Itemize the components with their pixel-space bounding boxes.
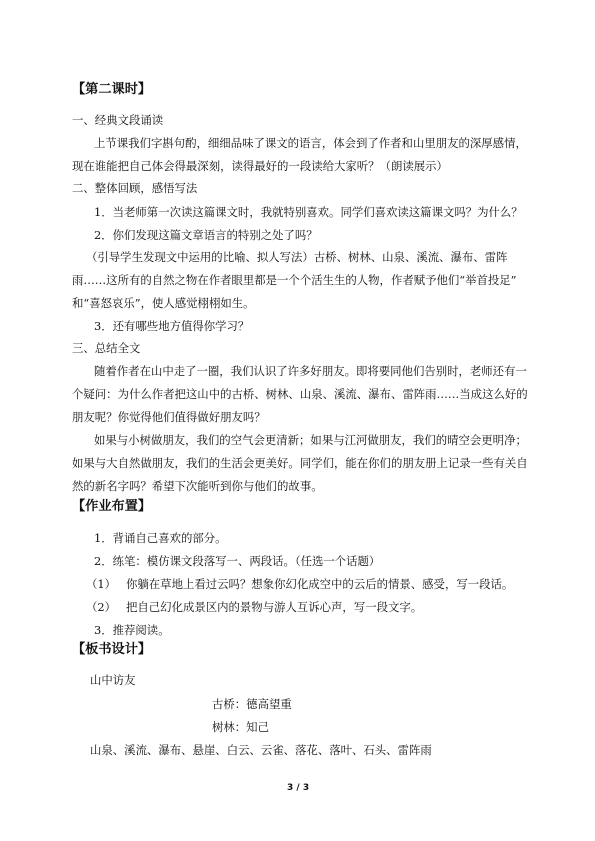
part3-paragraph-line: 朋友呢？你觉得他们值得做好朋友吗？	[72, 410, 266, 424]
part3-paragraph-line: 如果与大自然做朋友，我们的生活会更美好。同学们，能在你们的朋友册上记录一些有关自	[72, 456, 528, 470]
part2-question-1: 1．当老师第一次读这篇课文时，我就特别喜欢。同学们喜欢读这篇课文吗？为什么？	[94, 205, 523, 219]
part1-title: 一、经典文段诵读	[72, 113, 164, 127]
homework-option-1-text: 你躺在草地上看过云吗？想象你幻化成空中的云后的情景、感受，写一段话。	[126, 577, 514, 591]
board-line: 树林：知己	[212, 720, 269, 734]
lesson2-heading: 【第二课时】	[72, 82, 152, 97]
part1-paragraph-line: 上节课我们字斟句酌，细细品味了课文的语言，体会到了作者和山里朋友的深厚感情，	[94, 136, 527, 150]
homework-item-1: 1．背诵自己喜欢的部分。	[94, 531, 227, 545]
part2-question-3: 3．还有哪些地方值得你学习？	[94, 319, 250, 333]
part2-title: 二、整体回顾，感悟写法	[72, 181, 198, 195]
board-line: 古桥：德高望重	[212, 697, 292, 711]
part3-title: 三、总结全文	[72, 341, 141, 355]
part3-paragraph-line: 如果与小树做朋友，我们的空气会更清新；如果与江河做朋友，我们的晴空会更明净；	[94, 433, 527, 447]
part3-paragraph-line: 随着作者在山中走了一圈，我们认识了许多好朋友。即将要同他们告别时，老师还有一	[94, 364, 527, 378]
board-line: 山泉、溪流、瀑布、悬崖、白云、云雀、落花、落叶、石头、雷阵雨	[90, 743, 432, 757]
part3-paragraph-line: 然的新名字吗？希望下次能听到你与他们的故事。	[72, 479, 323, 493]
homework-option-2-number: （2）	[86, 600, 117, 614]
part2-answer-line: （引导学生发现文中运用的比喻、拟人写法）古桥、树林、山泉、溪流、瀑布、雷阵	[86, 250, 508, 264]
homework-item-3: 3．推荐阅读。	[94, 623, 170, 637]
homework-item-2: 2．练笔：模仿课文段落写一、两段话。（任选一个话题）	[94, 554, 381, 568]
board-heading: 【板书设计】	[72, 642, 152, 657]
homework-option-2-text: 把自己幻化成景区内的景物与游人互诉心声，写一段文字。	[126, 600, 423, 614]
part2-answer-line: 和“喜怒哀乐”，使人感觉栩栩如生。	[72, 296, 255, 310]
page-number: 3 / 3	[287, 783, 310, 793]
part1-paragraph-line: 现在谁能把自己体会得最深刻，读得最好的一段读给大家听？（朗读展示）	[72, 159, 448, 173]
homework-heading: 【作业布置】	[72, 499, 152, 514]
part3-paragraph-line: 个疑问：为什么作者把这山中的古桥、树林、山泉、溪流、瀑布、雷阵雨……当成这么好的	[72, 387, 528, 401]
part2-question-2: 2．你们发现这篇文章语言的特别之处了吗？	[94, 228, 318, 242]
board-title: 山中访友	[90, 673, 136, 687]
homework-option-1-number: （1）	[86, 577, 117, 591]
part2-answer-line: 雨……这所有的自然之物在作者眼里都是一个个活生生的人物，作者赋予他们“举首投足”	[72, 273, 517, 287]
